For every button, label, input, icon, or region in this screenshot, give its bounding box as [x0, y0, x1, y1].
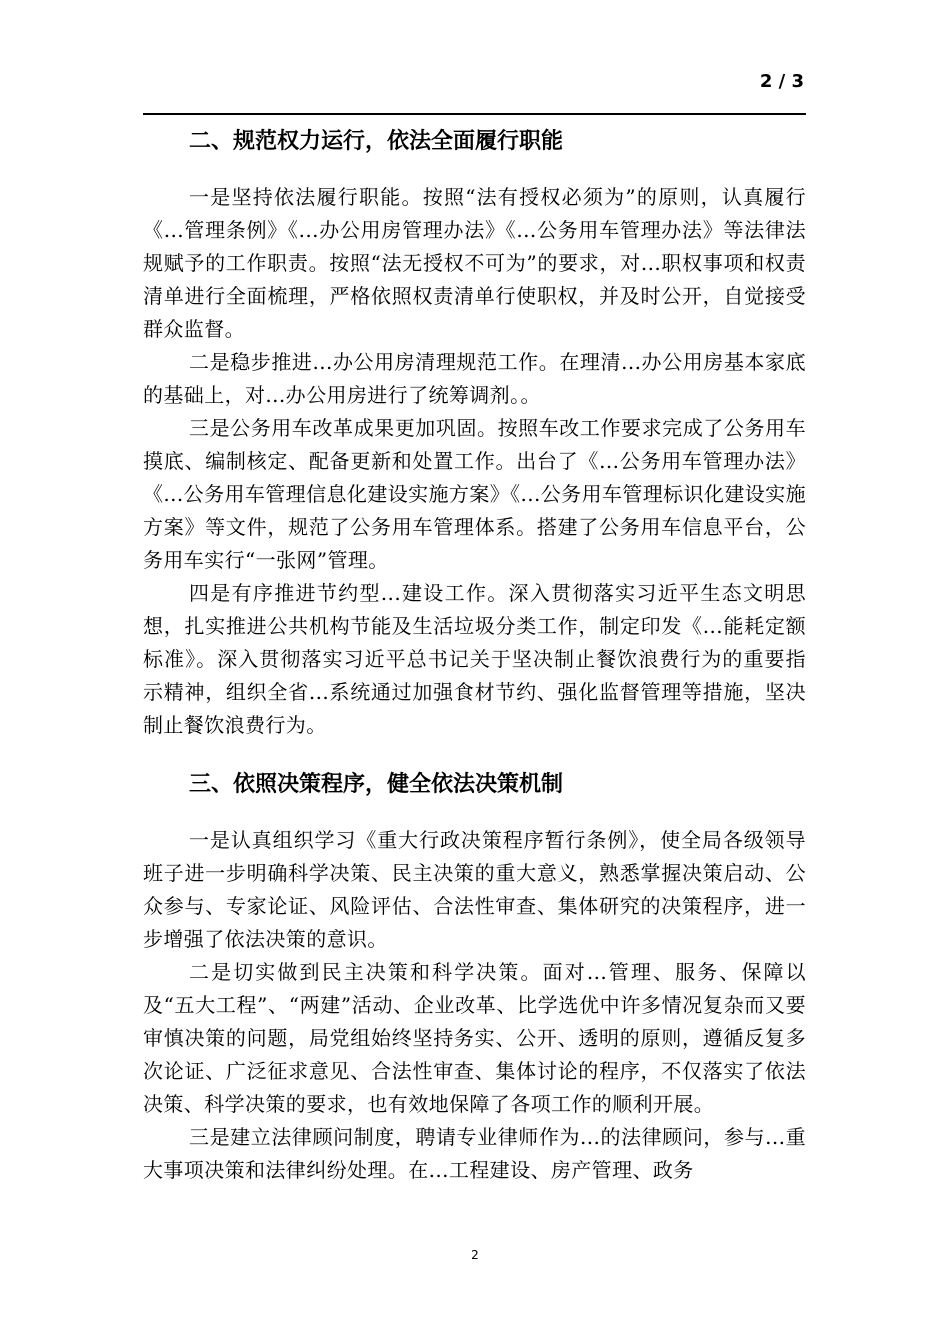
heading-gap — [143, 808, 806, 824]
section-heading: 二、规范权力运行，依法全面履行职能 — [189, 129, 564, 154]
paragraph: 一是坚持依法履行职能。按照“法有授权必须为”的原则，认真履行《...管理条例》《...办公用房管理办法》《...公务用车管理办法》等法律法规赋予的工作职责。按照“法无授权不可为”的要求，对...职权事项和权责清单进行全面梳理，严格依照权责清单行使职权，并及时公开，自觉接受群众监督。 — [143, 185, 806, 341]
paragraph: 四是有序推进节约型...建设工作。深入贯彻落实习近平生态文明思想，扎实推进公共机构节能及生活垃圾分类工作，制定印发《...能耗定额标准》。深入贯彻落实习近平总书记关于坚决制止餐饮浪费行为的重要指示精神，组织全省...系统通过加强食材节约、强化监督管理等措施，坚决制止餐饮浪费行为。 — [143, 581, 806, 737]
heading-gap — [143, 165, 806, 181]
paragraph: 三是建立法律顾问制度，聘请专业律师作为...的法律顾问，参与...重大事项决策和法律纠纷处理。在...工程建设、房产管理、政务 — [143, 1125, 806, 1182]
section-heading: 三、依照决策程序，健全依法决策机制 — [189, 772, 564, 797]
header-rule — [143, 113, 806, 115]
page-header — [143, 66, 806, 116]
paragraph: 一是认真组织学习《重大行政决策程序暂行条例》，使全局各级领导班子进一步明确科学决策、民主决策的重大意义，熟悉掌握决策启动、公众参与、专家论证、风险评估、合法性审查、集体研究的决策程序，进一步增强了依法决策的意识。 — [143, 828, 806, 951]
paragraph: 二是切实做到民主决策和科学决策。面对...管理、服务、保障以及“五大工程”、“两建”活动、企业改革、比学选优中许多情况复杂而又要审慎决策的问题，局党组始终坚持务实、公开、透明的原则，遵循反复多次论证、广泛征求意见、合法性审查、集体讨论的程序，不仅落实了依法决策、科学决策的要求，也有效地保障了各项工作的顺利开展。 — [143, 960, 806, 1116]
page-indicator: 2 / 3 — [759, 71, 804, 92]
page-footer-number: 2 — [471, 1248, 479, 1262]
paragraph: 三是公务用车改革成果更加巩固。按照车改工作要求完成了公务用车摸底、编制核定、配备更新和处置工作。出台了《...公务用车管理办法》《...公务用车管理信息化建设实施方案》《...公务用车管理标识化建设实施方案》等文件，规范了公务用车管理体系。搭建了公务用车信息平台，公务用车实行“一张网”管理。 — [143, 416, 806, 572]
document-body — [143, 119, 806, 1187]
paragraph: 二是稳步推进...办公用房清理规范工作。在理清...办公用房基本家底的基础上，对...办公用房进行了统筹调剂。。 — [143, 350, 806, 407]
